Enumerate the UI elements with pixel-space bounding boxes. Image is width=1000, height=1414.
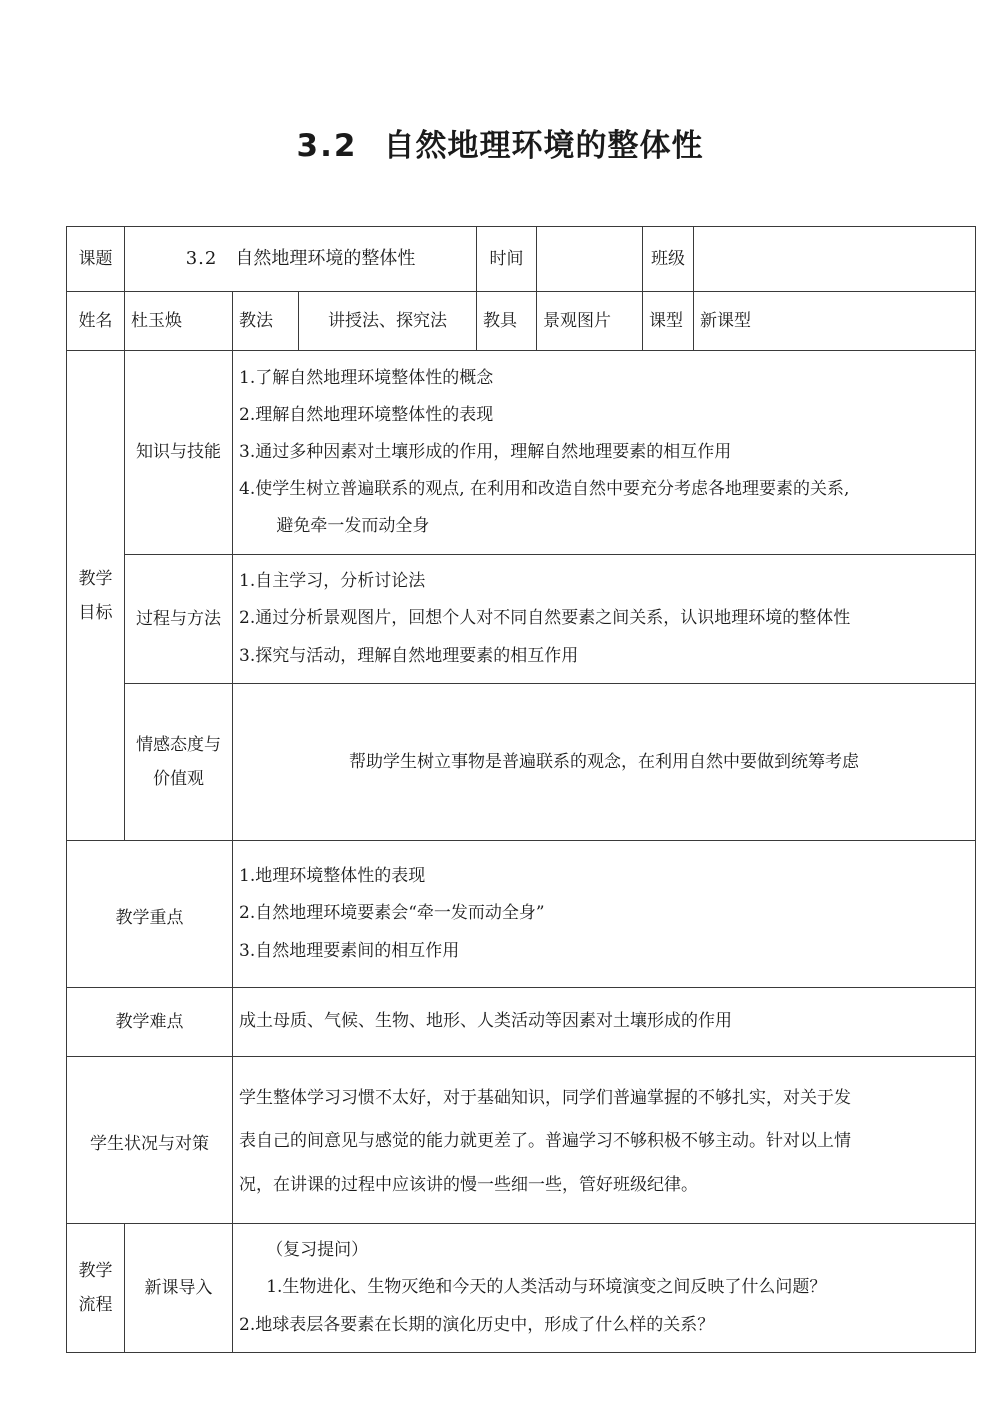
table-row-info — [67, 292, 976, 351]
objectives-group-label — [67, 351, 125, 841]
process-methods-content — [233, 555, 976, 684]
objectives-group-label-line1: 教学 — [78, 568, 113, 589]
table-row-student-status — [67, 1057, 976, 1224]
knowledge-item: 3.通过多种因素对土壤形成的作用，理解自然地理要素的相互作用 — [239, 441, 732, 462]
table-row-emotion — [67, 684, 976, 841]
teaching-flow-item: 1.生物进化、生物灭绝和今天的人类活动与环境演变之间反映了什么问题？ — [266, 1277, 827, 1298]
table-row-difficult-points — [67, 988, 976, 1057]
topic-value-text: 自然地理环境的整体性 — [235, 248, 416, 270]
table-row-topic — [67, 227, 976, 292]
class-type-value[interactable]: 新课型 — [694, 292, 976, 351]
key-point-item: 1.地理环境整体性的表现 — [239, 866, 426, 887]
name-value[interactable]: 杜玉焕 — [125, 292, 233, 351]
topic-value-number: 3.2 — [185, 248, 218, 270]
teaching-flow-item: （复习提问） — [266, 1240, 369, 1261]
student-status-item: 况，在讲课的过程中应该讲的慢一些细一些，管好班级纪律。 — [239, 1174, 698, 1195]
table-row-teaching-flow — [67, 1224, 976, 1353]
knowledge-skills-content — [233, 351, 976, 555]
knowledge-item: 1.了解自然地理环境整体性的概念 — [239, 367, 494, 388]
table-row-knowledge — [67, 351, 976, 555]
table-row-key-points — [67, 841, 976, 988]
time-label: 时间 — [477, 227, 537, 292]
table-row-process — [67, 555, 976, 684]
emotion-values-content: 帮助学生树立事物是普遍联系的观念，在利用自然中要做到统筹考虑 — [233, 684, 976, 841]
lesson-intro-label: 新课导入 — [125, 1224, 233, 1353]
class-label: 班级 — [643, 227, 694, 292]
time-value[interactable] — [537, 227, 643, 292]
student-status-item: 表自己的间意见与感觉的能力就更差了。普遍学习不够积极不够主动。针对以上情 — [239, 1131, 851, 1152]
process-item: 1.自主学习，分析讨论法 — [239, 571, 426, 592]
class-type-label: 课型 — [643, 292, 694, 351]
emotion-values-label-line2: 价值观 — [153, 769, 204, 789]
key-point-item: 2.自然地理环境要素会“牵一发而动全身” — [239, 903, 545, 924]
student-status-item: 学生整体学习习惯不太好，对于基础知识，同学们普遍掌握的不够扎实，对关于发 — [239, 1088, 851, 1109]
difficult-points-content — [233, 988, 976, 1057]
process-item: 3.探究与活动，理解自然地理要素的相互作用 — [239, 645, 579, 666]
difficult-point-item: 成土母质、气候、生物、地形、人类活动等因素对土壤形成的作用 — [239, 1011, 732, 1032]
objectives-group-label-line2: 目标 — [78, 602, 113, 623]
emotion-values-label-line1: 情感态度与 — [136, 735, 221, 755]
teaching-aid-label: 教具 — [477, 292, 537, 351]
lesson-plan-table — [66, 226, 976, 1353]
difficult-points-label: 教学难点 — [67, 988, 233, 1057]
knowledge-item: 避免牵一发而动全身 — [276, 516, 430, 537]
knowledge-item: 4.使学生树立普遍联系的观点, 在利用和改造自然中要充分考虑各地理要素的关系, — [239, 479, 850, 500]
teaching-flow-group-label — [67, 1224, 125, 1353]
name-label: 姓名 — [67, 292, 125, 351]
topic-value — [125, 227, 477, 292]
key-points-label: 教学重点 — [67, 841, 233, 988]
page-title-text: 自然地理环境的整体性 — [383, 128, 704, 164]
method-label: 教法 — [233, 292, 299, 351]
method-value[interactable]: 讲授法、探究法 — [299, 292, 477, 351]
key-points-content — [233, 841, 976, 988]
page-title-number: 3.2 — [296, 128, 358, 164]
student-status-label: 学生状况与对策 — [67, 1057, 233, 1224]
teaching-flow-label-line2: 流程 — [78, 1295, 113, 1315]
page-title — [0, 120, 1000, 165]
teaching-flow-label-line1: 教学 — [78, 1261, 113, 1281]
process-item: 2.通过分析景观图片，回想个人对不同自然要素之间关系，认识地理环境的整体性 — [239, 608, 851, 629]
topic-label: 课题 — [67, 227, 125, 292]
emotion-values-label — [125, 684, 233, 841]
teaching-aid-value[interactable]: 景观图片 — [537, 292, 643, 351]
teaching-flow-item: 2.地球表层各要素在长期的演化历史中，形成了什么样的关系？ — [239, 1314, 715, 1335]
knowledge-item: 2.理解自然地理环境整体性的表现 — [239, 404, 494, 425]
student-status-content — [233, 1057, 976, 1224]
class-value[interactable] — [694, 227, 976, 292]
key-point-item: 3.自然地理要素间的相互作用 — [239, 940, 460, 961]
process-methods-label: 过程与方法 — [125, 555, 233, 684]
knowledge-skills-label: 知识与技能 — [125, 351, 233, 555]
lesson-intro-content — [233, 1224, 976, 1353]
